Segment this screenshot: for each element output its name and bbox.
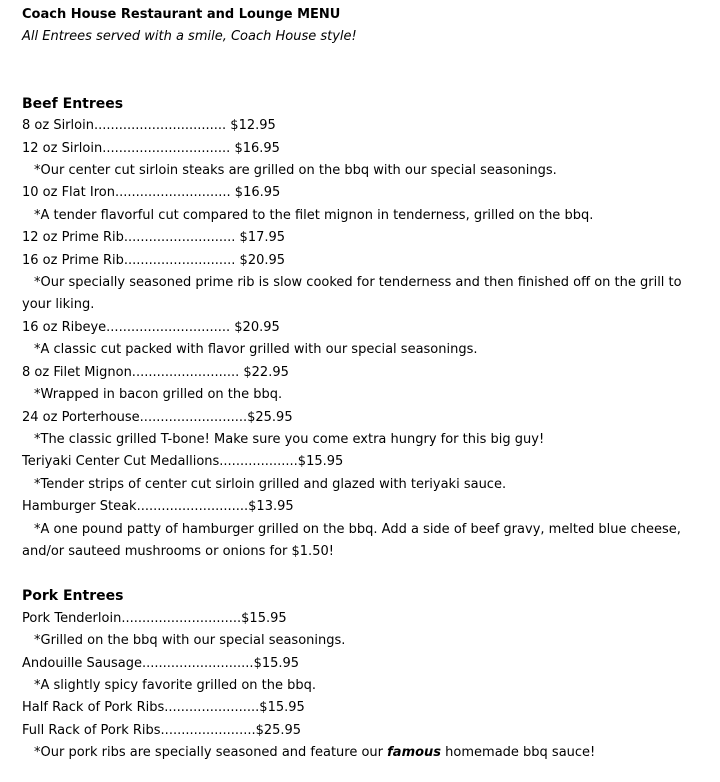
menu-item: 10 oz Flat Iron............................ $16.95 [22,185,281,201]
menu-item: Full Rack of Pork Ribs.......................$25.95 [22,722,302,738]
item-description [22,742,712,764]
famous-emphasis: famous [387,745,442,761]
menu-item: 8 oz Sirloin................................ $12.95 [22,118,276,134]
item-description: *A classic cut packed with flavor grilled with our special seasonings. [34,342,478,358]
menu-item: Teriyaki Center Cut Medallions...................$15.95 [22,454,344,470]
pork-section [22,585,712,764]
menu-item: 12 oz Prime Rib........................... $17.95 [22,230,286,246]
item-description: *Grilled on the bbq with our special seasonings. [34,633,346,649]
item-description: *Our center cut sirloin steaks are grilled on the bbq with our special seasonings. [34,163,557,179]
menu-item: 12 oz Sirloin............................... $16.95 [22,140,280,156]
pork-heading: Pork Entrees [22,588,124,605]
item-description: *The classic grilled T-bone! Make sure you come extra hungry for this big guy! [34,431,545,447]
desc-text-after: homemade bbq sauce! [441,745,596,761]
menu-item: Andouille Sausage...........................$15.95 [22,655,300,671]
menu-subtitle: All Entrees served with a smile, Coach House style! [22,29,357,45]
menu-item: Hamburger Steak...........................$13.95 [22,499,294,515]
item-description: *Wrapped in bacon grilled on the bbq. [34,387,283,403]
menu-item: 16 oz Prime Rib........................... $20.95 [22,252,286,268]
desc-text-before: *Our pork ribs are specially seasoned and feature our [34,745,388,761]
menu-item: 8 oz Filet Mignon.......................... $22.95 [22,364,289,380]
menu-title: Coach House Restaurant and Lounge MENU [22,7,341,22]
item-description: *Our specially seasoned prime rib is slow cooked for tenderness and then finished off on the grill to your liking. [22,275,682,313]
menu-item: Half Rack of Pork Ribs.......................$15.95 [22,700,305,716]
beef-heading: Beef Entrees [22,95,124,112]
menu-item: 16 oz Ribeye.............................. $20.95 [22,319,280,335]
item-description: *A one pound patty of hamburger grilled on the bbq. Add a side of beef gravy, melted blue cheese, and/or sauteed mushrooms or onions for $1.50! [22,521,681,559]
beef-section [22,93,712,564]
item-description: *A tender flavorful cut compared to the filet mignon in tenderness, grilled on the bbq. [34,207,594,223]
menu-item: Pork Tenderloin.............................$15.95 [22,610,287,626]
item-description: *Tender strips of center cut sirloin grilled and glazed with teriyaki sauce. [34,476,507,492]
menu-item: 24 oz Porterhouse..........................$25.95 [22,409,293,425]
item-description: *A slightly spicy favorite grilled on the bbq. [34,677,317,693]
